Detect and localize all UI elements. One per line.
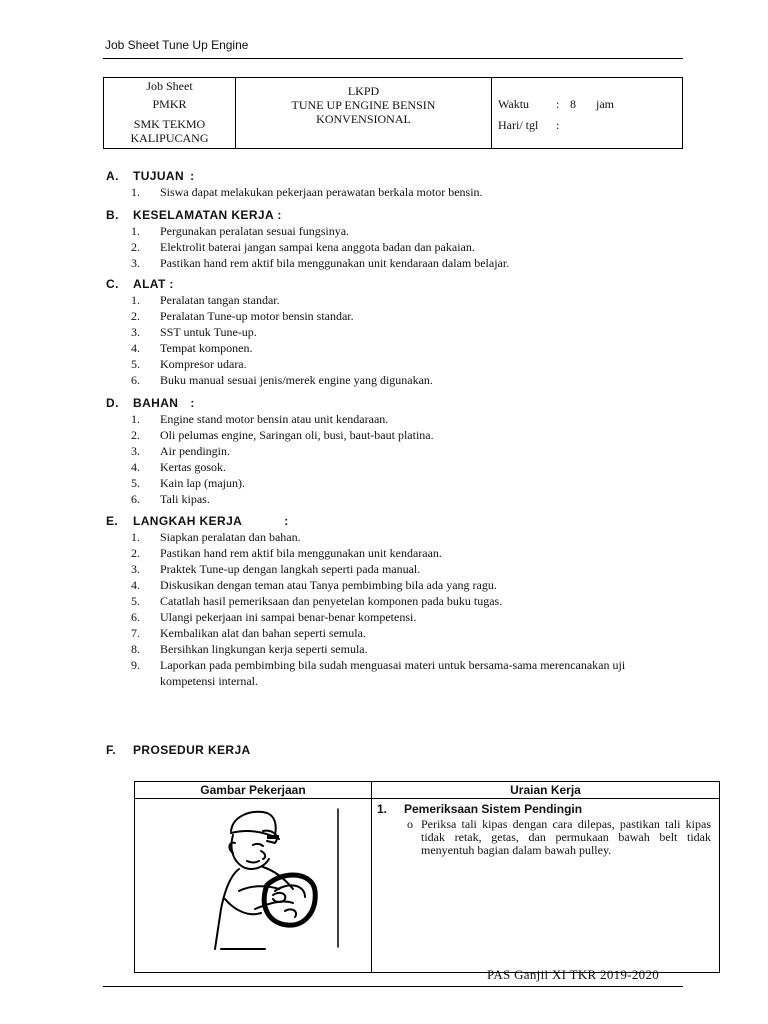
section-title: [106, 742, 251, 758]
section-letter: B.: [106, 208, 119, 222]
list-item: [106, 459, 680, 475]
item-list: [106, 529, 680, 689]
list-item: [106, 427, 680, 443]
list-item-text: Kembalikan alat dan bahan seperti semula.: [160, 626, 366, 640]
section-heading: ALAT :: [133, 277, 174, 291]
work-description-cell: [372, 799, 720, 973]
list-item-text: Praktek Tune-up dengan langkah seperti pada manual.: [160, 562, 421, 576]
list-item-number: 4.: [131, 578, 140, 592]
section-letter: D.: [106, 396, 119, 410]
bullet-icon: o: [407, 817, 413, 831]
section-colon: :: [284, 514, 289, 528]
list-item-number: 3.: [131, 256, 140, 270]
list-item: [106, 545, 680, 561]
list-item: [106, 593, 680, 609]
list-item-text: Tempat komponen.: [160, 341, 253, 355]
step-instruction-text: Periksa tali kipas dengan cara dilepas, pastikan tali kipas tidak retak, getas, dan permukaan bawah belt tidak menyentuh bagian dalam bawah pulley.: [421, 817, 711, 857]
list-item-number: 5.: [131, 357, 140, 371]
list-item-text: Pastikan hand rem aktif bila menggunakan unit kendaraan.: [160, 546, 442, 560]
list-item-text: Ulangi pekerjaan ini sampai benar-benar kompetensi.: [160, 610, 417, 624]
section-heading: TUJUAN: [133, 169, 185, 183]
lkpd-cell: [236, 78, 492, 149]
waktu-row: [498, 97, 682, 111]
list-item-text: Peralatan Tune-up motor bensin standar.: [160, 309, 354, 323]
section-title: [106, 513, 680, 529]
section-colon: :: [190, 169, 195, 183]
lkpd-label: LKPD: [347, 84, 380, 98]
list-item-text: Pastikan hand rem aktif bila menggunakan unit kendaraan dalam belajar.: [160, 256, 510, 270]
info-table: [103, 77, 683, 149]
section-heading: PROSEDUR KERJA: [133, 743, 251, 757]
list-item-number: 8.: [131, 642, 140, 656]
hari-row: [498, 118, 682, 132]
list-item: [106, 356, 680, 372]
list-item: [106, 609, 680, 625]
list-item: [106, 641, 680, 657]
item-list: [106, 411, 680, 507]
list-item-text: Bersihkan lingkungan kerja seperti semula.: [160, 642, 368, 656]
list-item: [106, 324, 680, 340]
list-item-text: Oli pelumas engine, Saringan oli, busi, baut-baut platina.: [160, 428, 434, 442]
section-bahan: [106, 395, 680, 507]
list-item-number: 4.: [131, 460, 140, 474]
list-item-number: 5.: [131, 476, 140, 490]
list-item: [106, 308, 680, 324]
list-item: [106, 577, 680, 593]
section-heading: LANGKAH KERJA: [133, 514, 243, 528]
list-item-number: 1.: [131, 185, 140, 199]
procedure-table: [134, 781, 720, 973]
list-item-number: 3.: [131, 444, 140, 458]
list-item-number: 2.: [131, 546, 140, 560]
list-item-number: 6.: [131, 492, 140, 506]
list-item: [106, 340, 680, 356]
step-instruction: [377, 818, 711, 857]
list-item-number: 1.: [131, 530, 140, 544]
list-item-number: 2.: [131, 309, 140, 323]
list-item: [106, 223, 680, 239]
mechanic-checking-fan-belt-illustration: [135, 799, 371, 967]
section-prosedur-kerja: [106, 742, 251, 758]
list-item-text: Catatlah hasil pemeriksaan dan penyetelan komponen pada buku tugas.: [160, 594, 503, 608]
list-item-text: SST untuk Tune-up.: [160, 325, 257, 339]
list-item-number: 6.: [131, 610, 140, 624]
list-item: [106, 625, 680, 641]
school-cell: [104, 78, 236, 149]
list-item-text: Peralatan tangan standar.: [160, 293, 280, 307]
waktu-unit: jam: [596, 97, 614, 111]
list-item: [106, 184, 680, 200]
step-title: [377, 801, 711, 817]
section-title: [106, 276, 680, 292]
section-colon: :: [190, 396, 195, 410]
section-langkah-kerja: [106, 513, 680, 689]
section-alat: [106, 276, 680, 388]
section-heading: BAHAN: [133, 396, 179, 410]
program-label: PMKR: [152, 97, 187, 111]
list-item-number: 7.: [131, 626, 140, 640]
lkpd-title-line-1: TUNE UP ENGINE BENSIN: [291, 98, 436, 112]
section-title: [106, 207, 680, 223]
section-letter: C.: [106, 277, 119, 291]
list-item: [106, 491, 680, 507]
header-gambar-pekerjaan: Gambar Pekerjaan: [135, 782, 372, 799]
item-list: [106, 184, 680, 200]
hari-label: Hari/ tgl: [498, 118, 539, 132]
list-item-number: 9.: [131, 658, 140, 672]
list-item-text: Tali kipas.: [160, 492, 210, 506]
waktu-colon: :: [556, 97, 560, 111]
step-title-text: Pemeriksaan Sistem Pendingin: [404, 802, 583, 816]
list-item-text: Engine stand motor bensin atau unit kendaraan.: [160, 412, 389, 426]
list-item-number: 4.: [131, 341, 140, 355]
section-letter: F.: [106, 743, 117, 757]
list-item-number: 2.: [131, 428, 140, 442]
school-name: SMK TEKMO: [133, 117, 206, 131]
footer-divider: [103, 986, 683, 987]
list-item-number: 1.: [131, 293, 140, 307]
list-item: [106, 529, 680, 545]
list-item: [106, 475, 680, 491]
header-divider: [103, 58, 683, 59]
list-item: [106, 443, 680, 459]
section-letter: A.: [106, 169, 119, 183]
lkpd-title-line-2: KONVENSIONAL: [316, 112, 411, 126]
list-item-text: Siapkan peralatan dan bahan.: [160, 530, 301, 544]
waktu-label: Waktu: [498, 97, 530, 111]
list-item-number: 2.: [131, 240, 140, 254]
list-item-text: Laporkan pada pembimbing bila sudah menguasai materi untuk bersama-sama merencanakan uji kompetensi internal.: [160, 658, 626, 688]
hari-colon: :: [556, 118, 560, 132]
list-item-text: Kain lap (majun).: [160, 476, 245, 490]
section-heading: KESELAMATAN KERJA :: [133, 208, 282, 222]
running-header-title: Job Sheet Tune Up Engine: [105, 38, 249, 52]
list-item: [106, 561, 680, 577]
list-item: [106, 292, 680, 308]
list-item-text: Elektrolit baterai jangan sampai kena anggota badan dan pakaian.: [160, 240, 475, 254]
list-item-number: 3.: [131, 325, 140, 339]
list-item: [106, 372, 680, 388]
list-item-text: Diskusikan dengan teman atau Tanya pembimbing bila ada yang ragu.: [160, 578, 497, 592]
list-item-number: 6.: [131, 373, 140, 387]
waktu-value: 8: [570, 97, 576, 111]
footer-text: PAS Ganjil XI TKR 2019-2020: [487, 967, 660, 982]
list-item: [106, 239, 680, 255]
school-location: KALIPUCANG: [130, 131, 209, 145]
time-cell: [492, 78, 683, 149]
list-item-text: Kertas gosok.: [160, 460, 226, 474]
section-tujuan: [106, 168, 680, 200]
list-item-text: Air pendingin.: [160, 444, 230, 458]
section-title: [106, 168, 680, 184]
list-item-text: Siswa dapat melakukan pekerjaan perawatan berkala motor bensin.: [160, 185, 483, 199]
job-sheet-label: Job Sheet: [146, 79, 193, 93]
item-list: [106, 292, 680, 388]
list-item-number: 1.: [131, 412, 140, 426]
header-uraian-kerja: Uraian Kerja: [372, 782, 720, 799]
list-item-number: 3.: [131, 562, 140, 576]
illustration-cell: [135, 799, 372, 973]
list-item-text: Buku manual sesuai jenis/merek engine yang digunakan.: [160, 373, 433, 387]
section-letter: E.: [106, 514, 119, 528]
list-item: [106, 255, 680, 271]
list-item: [106, 411, 680, 427]
list-item-text: Kompresor udara.: [160, 357, 247, 371]
section-keselamatan-kerja: [106, 207, 680, 271]
item-list: [106, 223, 680, 271]
list-item-number: 1.: [131, 224, 140, 238]
list-item-number: 5.: [131, 594, 140, 608]
list-item-text: Pergunakan peralatan sesuai fungsinya.: [160, 224, 350, 238]
step-number: 1.: [377, 802, 388, 816]
section-title: [106, 395, 680, 411]
list-item: [106, 657, 680, 689]
